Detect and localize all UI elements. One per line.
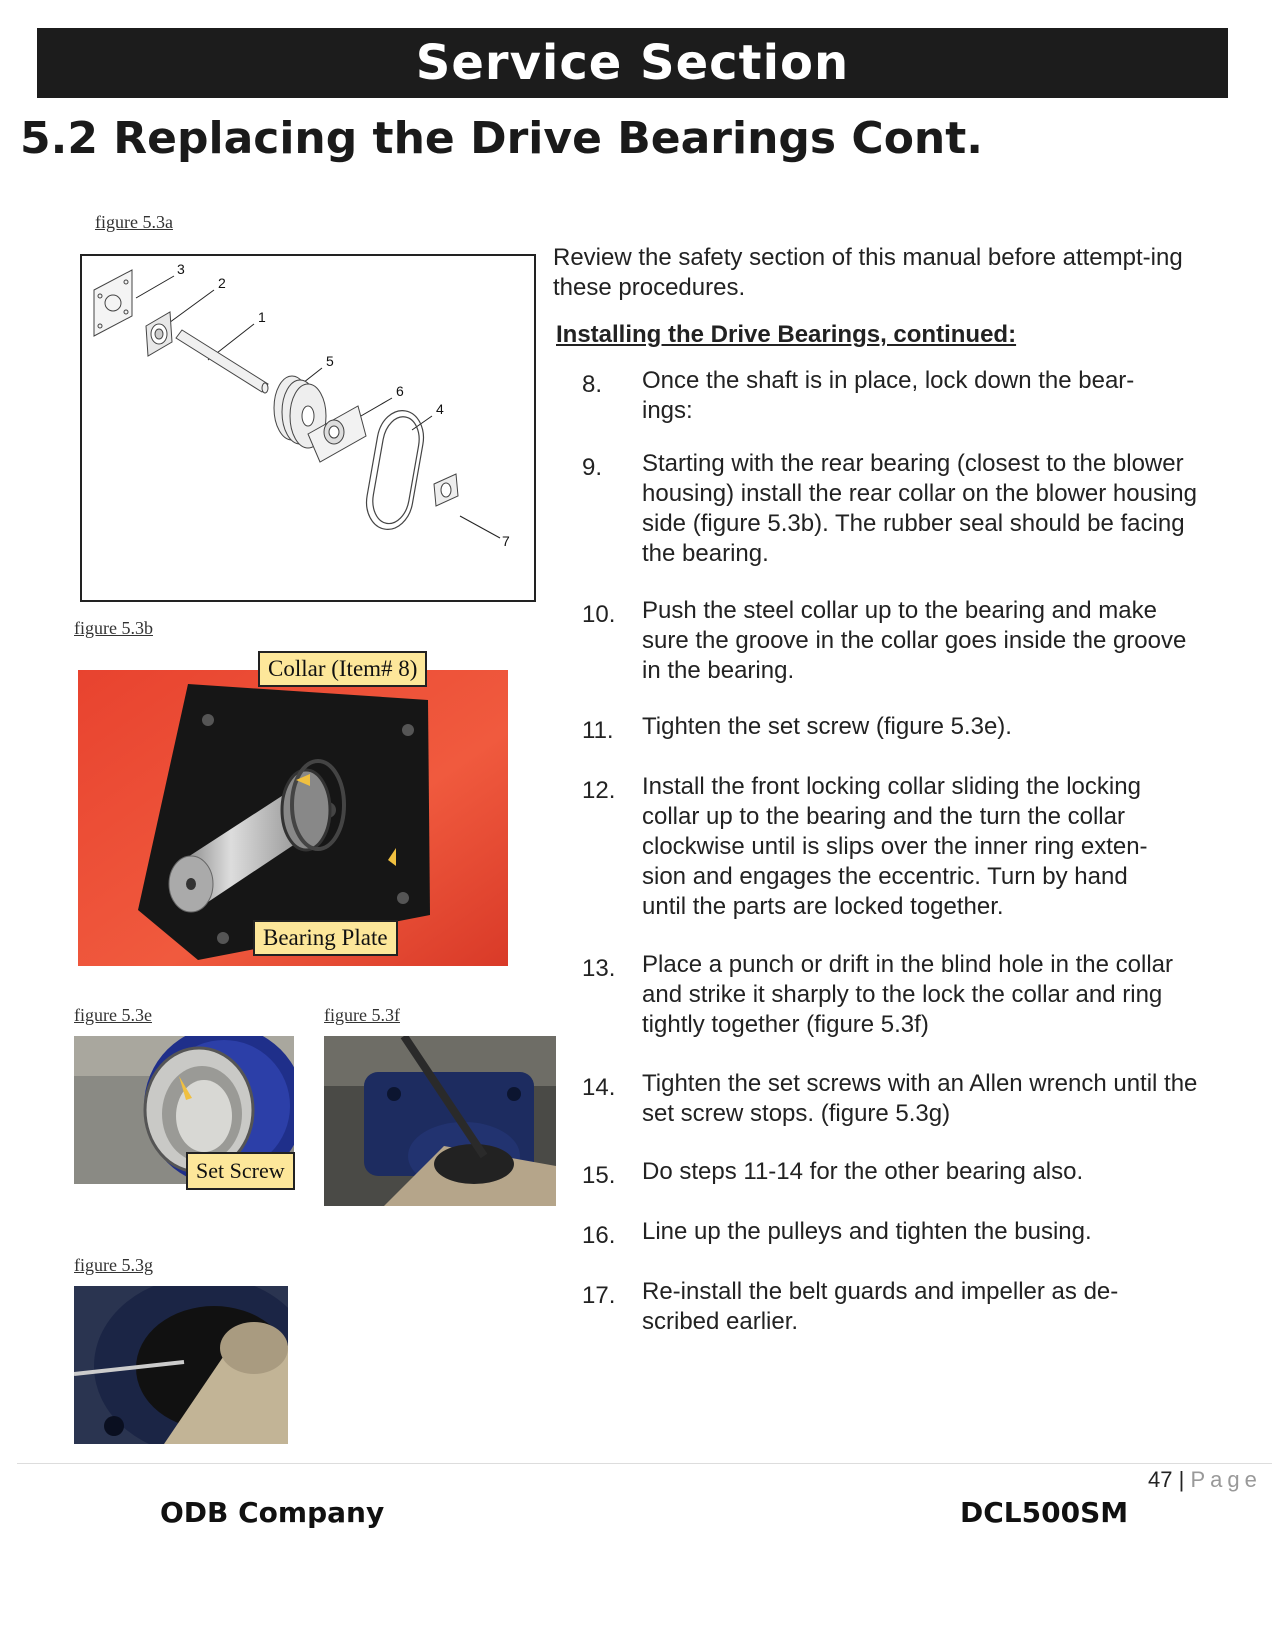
part-label-5: 5 xyxy=(326,353,334,369)
figure-5-3f-caption: figure 5.3f xyxy=(324,1005,400,1025)
part-label-4: 4 xyxy=(436,401,444,417)
figure-5-3a-diagram xyxy=(80,254,536,602)
step-number: 17. xyxy=(582,1282,616,1309)
part-7-bearing xyxy=(434,474,458,506)
section-banner: Service Section xyxy=(37,28,1228,98)
step-number: 16. xyxy=(582,1222,616,1249)
step-number: 14. xyxy=(582,1074,616,1101)
callout-set-screw: Set Screw xyxy=(186,1152,295,1190)
step-text: Tighten the set screw (figure 5.3e). xyxy=(642,713,1012,740)
step-text: Starting with the rear bearing (closest to the blower housing) install the rear collar on the blower housing side (figure 5.3b). The rubber seal should be facing the bearing. xyxy=(642,450,1197,567)
figure-5-3b-caption: figure 5.3b xyxy=(74,618,153,638)
step-number: 12. xyxy=(582,777,616,804)
footer-company: ODB Company xyxy=(160,1496,385,1529)
step-number: 11. xyxy=(582,717,614,744)
figure-5-3g-photo xyxy=(74,1286,288,1444)
intro-paragraph: Review the safety section of this manual before attempt-ing these procedures. xyxy=(553,244,1183,301)
figure-5-3a-caption: figure 5.3a xyxy=(95,212,173,232)
step-number: 13. xyxy=(582,955,616,982)
part-label-6: 6 xyxy=(396,383,404,399)
step-text: Once the shaft is in place, lock down the bear-ings: xyxy=(642,367,1135,424)
step-number: 15. xyxy=(582,1162,616,1189)
figure-5-3f-photo xyxy=(324,1036,556,1206)
step-text: Place a punch or drift in the blind hole in the collar and strike it sharply to the lock the collar and ring tightly together (figure 5.3f) xyxy=(642,951,1173,1038)
part-1-shaft xyxy=(176,330,268,393)
part-2-bearing xyxy=(146,312,172,356)
step-number: 9. xyxy=(582,454,603,481)
page-number xyxy=(1148,1467,1262,1493)
figure-5-3g-caption: figure 5.3g xyxy=(74,1255,153,1275)
part-label-1: 1 xyxy=(258,309,266,325)
step-text: Install the front locking collar sliding the locking collar up to the bearing and the turn the collar clockwise until is slips over the inner ring exten-sion and engages the eccentric. Turn by hand until the parts are locked together. xyxy=(642,773,1148,920)
part-label-3: 3 xyxy=(177,261,185,277)
part-3-plate xyxy=(94,270,132,336)
step-text: Tighten the set screws with an Allen wrench until the set screw stops. (figure 5.3g) xyxy=(642,1070,1198,1127)
page-title: 5.2 Replacing the Drive Bearings Cont. xyxy=(20,113,983,164)
step-text: Do steps 11-14 for the other bearing also. xyxy=(642,1158,1084,1185)
step-text: Push the steel collar up to the bearing and make sure the groove in the collar goes inside the groove in the bearing. xyxy=(642,597,1187,684)
section-subheading: Installing the Drive Bearings, continued: xyxy=(556,321,1017,348)
page-number-separator: | xyxy=(1178,1467,1185,1492)
footer-model: DCL500SM xyxy=(960,1496,1129,1529)
part-label-2: 2 xyxy=(218,275,226,291)
step-number: 10. xyxy=(582,601,616,628)
callout-collar: Collar (Item# 8) xyxy=(258,651,427,687)
page-word: Page xyxy=(1190,1467,1262,1492)
footer-divider xyxy=(17,1463,1272,1464)
figure-5-3e-caption: figure 5.3e xyxy=(74,1005,152,1025)
page-number-value: 47 xyxy=(1148,1467,1173,1492)
step-text: Line up the pulleys and tighten the busing. xyxy=(642,1218,1092,1245)
step-text: Re-install the belt guards and impeller as de-scribed earlier. xyxy=(642,1278,1119,1335)
callout-bearing-plate: Bearing Plate xyxy=(253,920,398,956)
step-number: 8. xyxy=(582,371,603,398)
part-label-7: 7 xyxy=(502,533,510,549)
